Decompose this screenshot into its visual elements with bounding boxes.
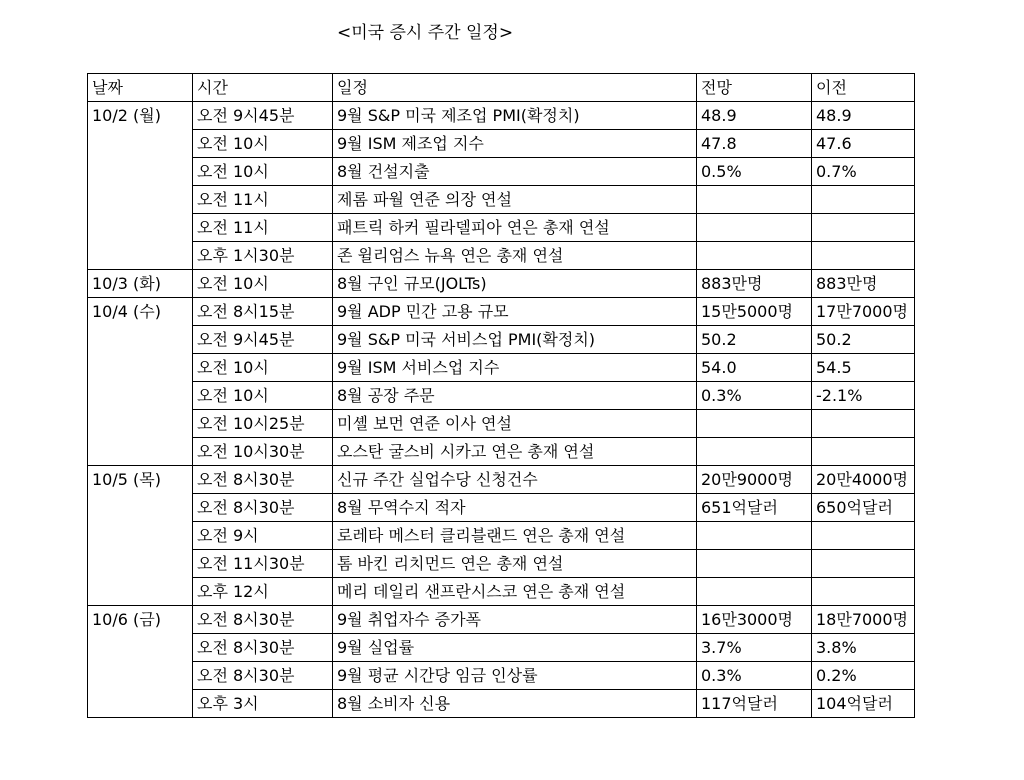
- time-cell: 오전 10시: [193, 270, 333, 298]
- forecast-cell: 117억달러: [697, 690, 812, 718]
- event-cell: 로레타 메스터 클리블랜드 연은 총재 연설: [333, 522, 697, 550]
- time-cell: 오전 11시: [193, 214, 333, 242]
- table-row: [88, 298, 915, 326]
- previous-cell: 47.6: [812, 130, 915, 158]
- previous-cell: 3.8%: [812, 634, 915, 662]
- table-row: [88, 354, 915, 382]
- table-row: [88, 578, 915, 606]
- forecast-cell: 50.2: [697, 326, 812, 354]
- previous-cell: 883만명: [812, 270, 915, 298]
- table-row: [88, 130, 915, 158]
- previous-cell: 54.5: [812, 354, 915, 382]
- previous-cell: [812, 522, 915, 550]
- forecast-cell: 651억달러: [697, 494, 812, 522]
- document-title: <미국 증시 주간 일정>: [337, 23, 514, 43]
- time-cell: 오후 12시: [193, 578, 333, 606]
- time-cell: 오전 10시25분: [193, 410, 333, 438]
- table-row: [88, 326, 915, 354]
- forecast-cell: 0.5%: [697, 158, 812, 186]
- time-cell: 오후 1시30분: [193, 242, 333, 270]
- previous-cell: [812, 410, 915, 438]
- previous-cell: 17만7000명: [812, 298, 915, 326]
- forecast-cell: 47.8: [697, 130, 812, 158]
- event-cell: 9월 ISM 서비스업 지수: [333, 354, 697, 382]
- forecast-cell: [697, 242, 812, 270]
- event-cell: 존 윌리엄스 뉴욕 연은 총재 연설: [333, 242, 697, 270]
- previous-cell: [812, 578, 915, 606]
- time-cell: 오전 10시: [193, 354, 333, 382]
- table-row: [88, 438, 915, 466]
- forecast-cell: 15만5000명: [697, 298, 812, 326]
- event-cell: 오스탄 굴스비 시카고 연은 총재 연설: [333, 438, 697, 466]
- header-row: [88, 74, 915, 102]
- time-cell: 오전 8시15분: [193, 298, 333, 326]
- previous-cell: 18만7000명: [812, 606, 915, 634]
- time-cell: 오후 3시: [193, 690, 333, 718]
- event-cell: 8월 무역수지 적자: [333, 494, 697, 522]
- event-cell: 톰 바킨 리치먼드 연은 총재 연설: [333, 550, 697, 578]
- date-cell: 10/4 (수): [88, 298, 193, 466]
- event-cell: 9월 ISM 제조업 지수: [333, 130, 697, 158]
- table-row: [88, 466, 915, 494]
- forecast-cell: [697, 214, 812, 242]
- previous-cell: 50.2: [812, 326, 915, 354]
- forecast-cell: 3.7%: [697, 634, 812, 662]
- event-cell: 신규 주간 실업수당 신청건수: [333, 466, 697, 494]
- previous-cell: 650억달러: [812, 494, 915, 522]
- header-forecast: 전망: [697, 74, 812, 102]
- event-cell: 9월 평균 시간당 임금 인상률: [333, 662, 697, 690]
- date-cell: 10/3 (화): [88, 270, 193, 298]
- previous-cell: 20만4000명: [812, 466, 915, 494]
- event-cell: 8월 공장 주문: [333, 382, 697, 410]
- table-row: [88, 102, 915, 130]
- forecast-cell: [697, 550, 812, 578]
- time-cell: 오전 10시: [193, 130, 333, 158]
- event-cell: 9월 S&P 미국 제조업 PMI(확정치): [333, 102, 697, 130]
- table-row: [88, 634, 915, 662]
- event-cell: 메리 데일리 샌프란시스코 연은 총재 연설: [333, 578, 697, 606]
- event-cell: 패트릭 하커 필라델피아 연은 총재 연설: [333, 214, 697, 242]
- forecast-cell: 883만명: [697, 270, 812, 298]
- time-cell: 오전 9시: [193, 522, 333, 550]
- header-time: 시간: [193, 74, 333, 102]
- event-cell: 8월 건설지출: [333, 158, 697, 186]
- previous-cell: 48.9: [812, 102, 915, 130]
- previous-cell: [812, 242, 915, 270]
- time-cell: 오전 10시: [193, 382, 333, 410]
- table-row: [88, 494, 915, 522]
- header-event: 일정: [333, 74, 697, 102]
- previous-cell: -2.1%: [812, 382, 915, 410]
- time-cell: 오전 9시45분: [193, 102, 333, 130]
- time-cell: 오전 8시30분: [193, 662, 333, 690]
- forecast-cell: 20만9000명: [697, 466, 812, 494]
- time-cell: 오전 8시30분: [193, 606, 333, 634]
- table-row: [88, 410, 915, 438]
- date-cell: 10/6 (금): [88, 606, 193, 718]
- date-cell: 10/2 (월): [88, 102, 193, 270]
- table-row: [88, 158, 915, 186]
- forecast-cell: [697, 410, 812, 438]
- previous-cell: [812, 438, 915, 466]
- event-cell: 9월 ADP 민간 고용 규모: [333, 298, 697, 326]
- time-cell: 오전 10시30분: [193, 438, 333, 466]
- table-row: [88, 550, 915, 578]
- event-cell: 9월 취업자수 증가폭: [333, 606, 697, 634]
- table-row: [88, 606, 915, 634]
- table-row: [88, 270, 915, 298]
- forecast-cell: 54.0: [697, 354, 812, 382]
- time-cell: 오전 8시30분: [193, 466, 333, 494]
- previous-cell: [812, 550, 915, 578]
- time-cell: 오전 8시30분: [193, 634, 333, 662]
- forecast-cell: [697, 186, 812, 214]
- previous-cell: 104억달러: [812, 690, 915, 718]
- time-cell: 오전 11시30분: [193, 550, 333, 578]
- forecast-cell: 0.3%: [697, 382, 812, 410]
- forecast-cell: 0.3%: [697, 662, 812, 690]
- forecast-cell: 16만3000명: [697, 606, 812, 634]
- event-cell: 8월 구인 규모(JOLTs): [333, 270, 697, 298]
- previous-cell: [812, 186, 915, 214]
- schedule-table: [87, 73, 915, 718]
- schedule-body: [88, 102, 915, 718]
- forecast-cell: [697, 578, 812, 606]
- previous-cell: [812, 214, 915, 242]
- time-cell: 오전 8시30분: [193, 494, 333, 522]
- table-row: [88, 382, 915, 410]
- table-row: [88, 186, 915, 214]
- forecast-cell: [697, 438, 812, 466]
- table-row: [88, 662, 915, 690]
- event-cell: 9월 실업률: [333, 634, 697, 662]
- table-row: [88, 690, 915, 718]
- previous-cell: 0.7%: [812, 158, 915, 186]
- header-previous: 이전: [812, 74, 915, 102]
- event-cell: 9월 S&P 미국 서비스업 PMI(확정치): [333, 326, 697, 354]
- event-cell: 제롬 파월 연준 의장 연설: [333, 186, 697, 214]
- header-date: 날짜: [88, 74, 193, 102]
- forecast-cell: 48.9: [697, 102, 812, 130]
- time-cell: 오전 9시45분: [193, 326, 333, 354]
- time-cell: 오전 10시: [193, 158, 333, 186]
- event-cell: 8월 소비자 신용: [333, 690, 697, 718]
- table-row: [88, 522, 915, 550]
- event-cell: 미셸 보먼 연준 이사 연설: [333, 410, 697, 438]
- time-cell: 오전 11시: [193, 186, 333, 214]
- date-cell: 10/5 (목): [88, 466, 193, 606]
- table-row: [88, 214, 915, 242]
- table-row: [88, 242, 915, 270]
- forecast-cell: [697, 522, 812, 550]
- previous-cell: 0.2%: [812, 662, 915, 690]
